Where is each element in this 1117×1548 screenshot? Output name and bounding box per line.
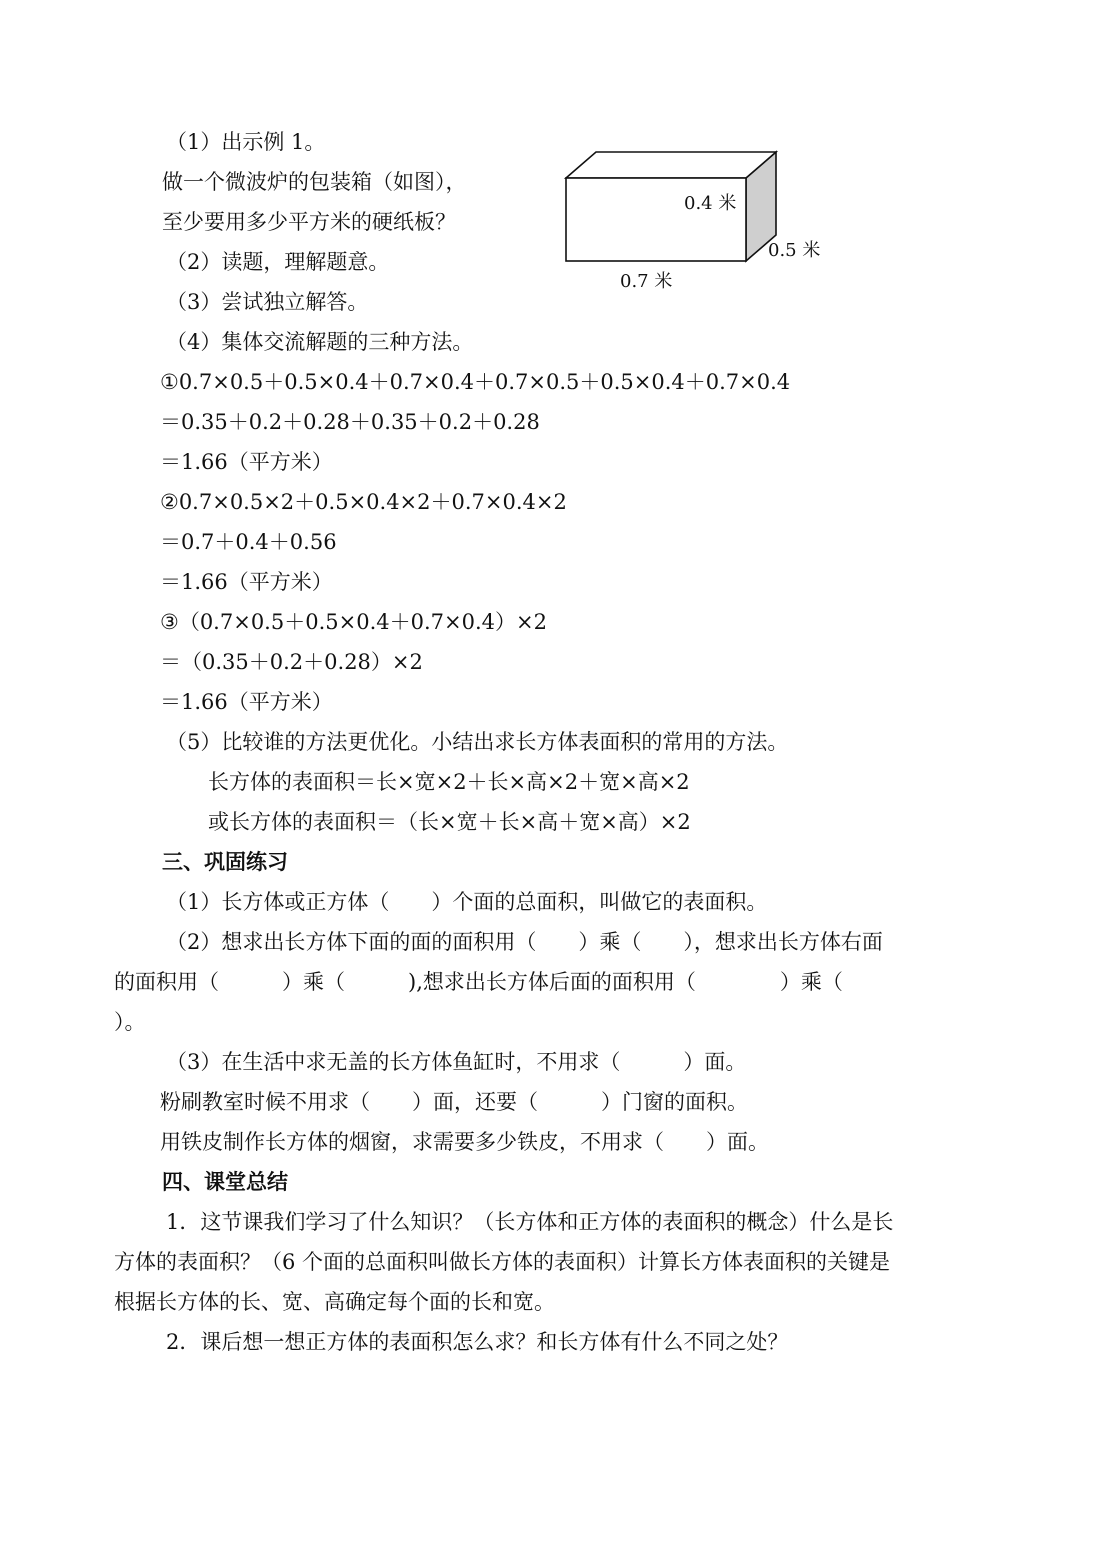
problem-line2: 至少要用多少平方米的硬纸板？ bbox=[162, 210, 456, 234]
width-label: 0.5 米 bbox=[768, 240, 821, 261]
practice-q3-line2: 粉刷教室时候不用求（ ）面，还要（ ）门窗的面积。 bbox=[160, 1090, 748, 1114]
cuboid-drawing bbox=[560, 145, 840, 295]
practice-q2-line3: ）。 bbox=[114, 1010, 146, 1034]
summary-heading: 四、课堂总结 bbox=[162, 1170, 288, 1194]
method3-line1: ③（0.7×0.5＋0.5×0.4＋0.7×0.4）×2 bbox=[160, 610, 547, 634]
practice-q3-line3: 用铁皮制作长方体的烟窗，求需要多少铁皮，不用求（ ）面。 bbox=[160, 1130, 769, 1154]
method2-line2: ＝0.7＋0.4＋0.56 bbox=[160, 530, 337, 554]
summary-p2: 2．课后想一想正方体的表面积怎么求？和长方体有什么不同之处？ bbox=[166, 1330, 789, 1354]
cuboid-figure bbox=[560, 145, 840, 295]
problem-line1: 做一个微波炉的包装箱（如图）， bbox=[162, 170, 467, 194]
formula-2: 或长方体的表面积＝（长×宽＋长×高＋宽×高）×2 bbox=[208, 810, 691, 834]
summary-p1-line1: 1．这节课我们学习了什么知识？（长方体和正方体的表面积的概念）什么是长 bbox=[166, 1210, 894, 1234]
method3-line2: ＝（0.35＋0.2＋0.28）×2 bbox=[160, 650, 423, 674]
method1-line2: ＝0.35＋0.2＋0.28＋0.35＋0.2＋0.28 bbox=[160, 410, 540, 434]
summary-p1-line3: 根据长方体的长、宽、高确定每个面的长和宽。 bbox=[114, 1290, 555, 1314]
length-label: 0.7 米 bbox=[620, 271, 673, 292]
method1-line1: ①0.7×0.5＋0.5×0.4＋0.7×0.4＋0.7×0.5＋0.5×0.4＋0.7×0.4 bbox=[160, 370, 791, 394]
example-step5: （5）比较谁的方法更优化。小结出求长方体表面积的常用的方法。 bbox=[166, 730, 789, 754]
practice-q3-line1: （3）在生活中求无盖的长方体鱼缸时，不用求（ ）面。 bbox=[166, 1050, 747, 1074]
method3-result: ＝1.66（平方米） bbox=[160, 690, 333, 714]
example-step4: （4）集体交流解题的三种方法。 bbox=[166, 330, 474, 354]
example-step2: （2）读题，理解题意。 bbox=[166, 250, 390, 274]
method2-line1: ②0.7×0.5×2＋0.5×0.4×2＋0.7×0.4×2 bbox=[160, 490, 567, 514]
height-label: 0.4 米 bbox=[684, 193, 737, 214]
summary-p1-line2: 方体的表面积？（6 个面的总面积叫做长方体的表面积）计算长方体表面积的关键是 bbox=[114, 1250, 891, 1274]
example-step1: （1）出示例 1。 bbox=[166, 130, 326, 154]
example-step3: （3）尝试独立解答。 bbox=[166, 290, 369, 314]
cuboid-top-face bbox=[566, 152, 776, 178]
practice-heading: 三、巩固练习 bbox=[162, 850, 288, 874]
practice-q2-line2: 的面积用（ ）乘（ ),想求出长方体后面的面积用（ ）乘（ bbox=[114, 970, 843, 994]
method1-result: ＝1.66（平方米） bbox=[160, 450, 333, 474]
practice-q2-line1: （2）想求出长方体下面的面的面积用（ ）乘（ ），想求出长方体右面 bbox=[166, 930, 883, 954]
method2-result: ＝1.66（平方米） bbox=[160, 570, 333, 594]
cuboid-front-face bbox=[566, 178, 746, 261]
practice-q1: （1）长方体或正方体（ ）个面的总面积，叫做它的表面积。 bbox=[166, 890, 768, 914]
formula-1: 长方体的表面积＝长×宽×2＋长×高×2＋宽×高×2 bbox=[208, 770, 690, 794]
